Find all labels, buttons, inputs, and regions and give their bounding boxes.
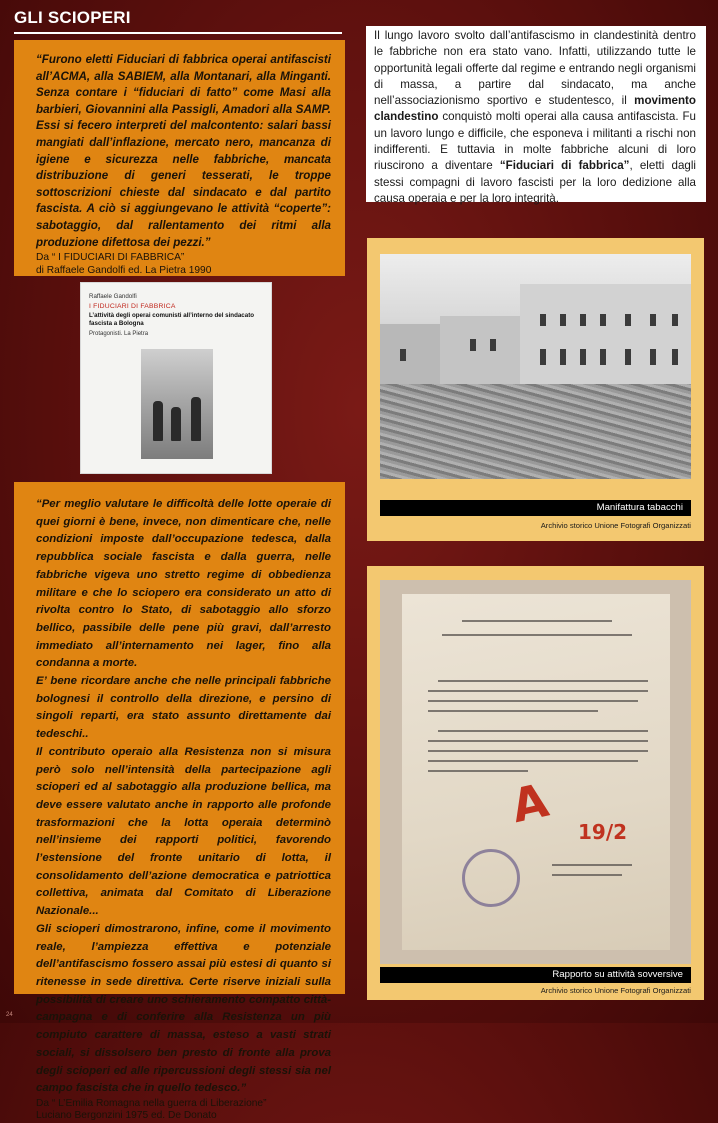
document-text-line [442, 634, 632, 636]
handwritten-annotation: 19/2 [578, 820, 628, 844]
document-text-line [428, 760, 638, 762]
photo-window [650, 349, 656, 365]
document-text-line [428, 690, 648, 692]
intro-paragraph [374, 28, 696, 207]
photo-window [600, 349, 606, 365]
page-number: 24 [6, 1012, 13, 1018]
photo-window [470, 339, 476, 351]
photo-window [600, 314, 606, 326]
photo-figure [171, 407, 181, 441]
photo-caption: Rapporto su attività sovversive [380, 967, 691, 983]
photo-caption: Manifattura tabacchi [380, 500, 691, 516]
photo-window [650, 314, 656, 326]
quote-text: “Furono eletti Fiduciari di fabbrica operai antifascisti all’ACMA, alla SABIEM, alla Montanari, alla Minganti. Senza contare i “fiduciari di fatto” come Masi alla barbieri, Giovannini alla Passigli, Amadori alla SAMP. Essi si fecero interpreti del malcontento: salari bassi mangiati dall’inflazione, mercato nero, mancanza di igiene e sicurezza nelle fabbriche, mancata distribuzione di generi tesserati, le troppe sottoscrizioni chieste dal sindacato e dal partito fascista. A ciò si aggiungevano le attività “coperte”: sabotaggio, dal rallentamento dei ritmi alla produzione difettosa dei pezzi.” [36, 53, 331, 249]
quote-source-line: Da “ I FIDUCIARI DI FABBRICA” [36, 252, 185, 264]
quote-paragraph: Il contributo operaio alla Resistenza non si misura però solo nell’intensità della partecipazione agli scioperi ed al sabotaggio alla produzione bellica, ma deve essere valutato anche in rapporto alle profonde trasformazioni che la lotta operaia determinò nell’insieme dei rapporti politici, favorendo l’estensione del fronte unitario di lotta, il consolidamento dell’azione democratica e patriottica collettiva, animata dal Comitato di Liberazione Nazionale... [36, 745, 331, 918]
book-cover-image [80, 282, 272, 474]
document-text-line [428, 710, 598, 712]
photo-figure [191, 397, 201, 441]
book-author: Raffaele Gandolfi [89, 293, 137, 300]
quote-paragraph: “Per meglio valutare le difficoltà delle lotte operaie di quei giorni è bene, invece, non dimenticare che, nelle condizioni imposte dall’occupazione tedesca, dalla repubblica sociale fascista e dalla guerra, nelle fabbriche vigeva uno stretto regime di obbedienza militare e che lo sciopero era considerato un atto di rivolta contro lo Stato, di sabotaggio allo sforzo bellico, passibile delle pene più gravi, dall’arresto immediato all’internamento nei lager, fino alla condanna a morte. [36, 498, 331, 670]
document-stamp [462, 849, 520, 907]
rapporto-document-photo [380, 580, 691, 964]
document-text-line [552, 874, 622, 876]
photo-window [625, 314, 631, 326]
page-title: GLI SCIOPERI [14, 8, 131, 27]
quote-box-fiduciari [14, 40, 345, 276]
book-subtitle: L’attività degli operai comunisti all’interno del sindacato fascista a Bologna [89, 312, 255, 327]
document-text-line [428, 700, 638, 702]
quote-source-line: Luciano Bergonzini 1975 ed. De Donato [36, 1110, 217, 1122]
title-underline [14, 32, 342, 34]
manifattura-tabacchi-photo [380, 254, 691, 479]
photo-window [580, 314, 586, 326]
document-text-line [428, 750, 648, 752]
photo-window [540, 314, 546, 326]
document-text-line [438, 680, 648, 682]
photo-building [520, 284, 691, 394]
intro-text-part: , eletti dagli stessi compagni di lavoro fascisti per la loro dedizione alla causa operaia e per la loro integrità. [374, 159, 696, 205]
intro-bold-term: “Fiduciari di fabbrica” [499, 159, 630, 173]
photo-rubble [380, 384, 691, 479]
intro-text-part: conquistò molti operai alla causa antifascista. Fu un lavoro lungo e difficile, che esponeva i militanti a rischi non indifferenti. E tuttavia in molte fabbriche alcuni di loro riuscirono a diventare [374, 110, 696, 173]
photo-credit: Archivio storico Unione Fotografi Organizzati [540, 986, 691, 995]
book-cover-photo [141, 349, 213, 459]
photo-window [490, 339, 496, 351]
photo-credit: Archivio storico Unione Fotografi Organizzati [540, 521, 691, 530]
photo-figure [153, 401, 163, 441]
photo-window [580, 349, 586, 365]
document-text-line [438, 730, 648, 732]
intro-text-part: Il lungo lavoro svolto dall’antifascismo in clandestinità dentro le fabbriche non era stato vano. Infatti, utilizzando tutte le opportunità legali offerte dal regime e entrando negli organismi di massa, a partire dal sindacato, ma anche nell’associazionismo sportivo e studentesco, il [374, 29, 696, 108]
intro-bold-term: movimento clandestino [374, 94, 696, 124]
quote-paragraph: E’ bene ricordare anche che nelle principali fabbriche bolognesi il controllo della direzione, e persino di singoli reparti, era stato assunto direttamente dai tedeschi.. [36, 675, 331, 741]
red-pencil-mark: A [506, 772, 553, 834]
photo-window [540, 349, 546, 365]
photo-window [625, 349, 631, 365]
document-text-line [428, 740, 648, 742]
photo-window [560, 349, 566, 365]
photo-window [560, 314, 566, 326]
quote-source-line: Da “ L’Emilia Romagna nella guerra di Liberazione” [36, 1097, 267, 1109]
photo-panel-rapporto [367, 566, 704, 1000]
book-title: I FIDUCIARI DI FABBRICA [89, 303, 176, 310]
photo-window [672, 314, 678, 326]
photo-window [672, 349, 678, 365]
photo-window [400, 349, 406, 361]
quote-box-scioperi [14, 482, 345, 1122]
book-publisher: Protagonisti. La Pietra [89, 331, 149, 338]
quote-paragraph: Gli scioperi dimostrarono, infine, come il movimento reale, l’ampiezza effettiva e potenziale dell’antifascismo fossero assai più estesi di quanto si ritenesse in sede direttiva. Certe riserve iniziali sulla possibilità di creare uno schieramento compatto città-campagna e di conferire alla Resistenza un più compiuto carattere di massa, esteso a vasti strati sociali, si dissolsero ben presto di fronte alla prova degli scioperi ed alle ripercussioni degli stessi sia nel campo fascista che in quello tedesco.” [36, 922, 331, 1095]
photo-panel-manifattura [367, 238, 704, 541]
document-text-line [552, 864, 632, 866]
intro-text-box [366, 26, 706, 205]
document-paper [402, 594, 670, 950]
document-text-line [428, 770, 528, 772]
document-text-line [462, 620, 612, 622]
quote-source-line: di Raffaele Gandolfi ed. La Pietra 1990 [36, 265, 212, 277]
